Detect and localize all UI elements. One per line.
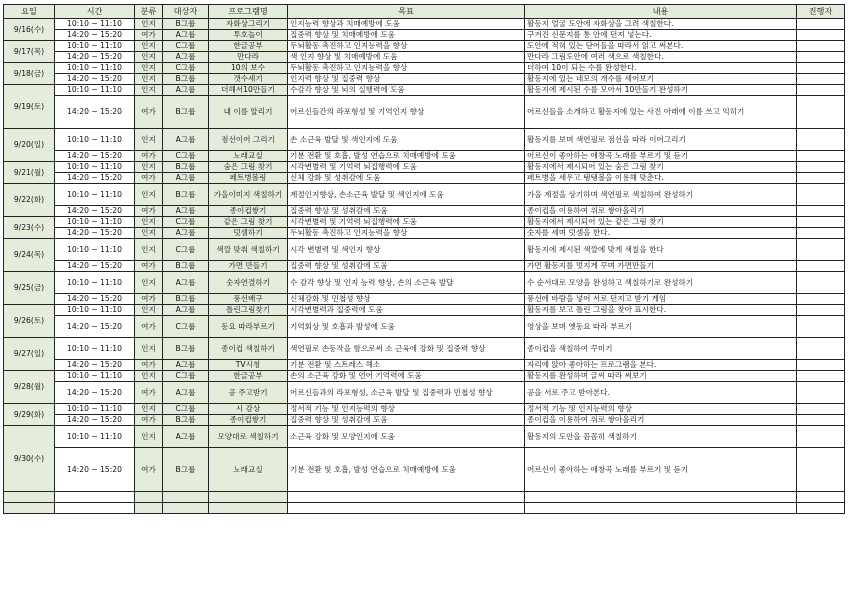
content-cell: 도안에 적혀 있는 단어들을 따라서 읽고 써본다. [525, 41, 797, 52]
goal-cell: 두뇌활동 촉진하고 인지능력을 향상 [288, 228, 525, 239]
table-row [4, 206, 845, 217]
content-cell: 어르신이 좋아하는 애창곡 노래를 부르기 및 듣기 [525, 151, 797, 162]
goal-cell: 신체강화 및 민첩성 향상 [288, 294, 525, 305]
time-cell: 14:20 ~ 15:20 [55, 415, 135, 426]
program-cell: 가면 만들기 [209, 261, 288, 272]
time-cell: 10:10 ~ 11:10 [55, 184, 135, 206]
empty-cell [525, 503, 797, 514]
table-row [4, 338, 845, 360]
content-cell: 활동지의 도안을 꼼꼼히 색칠하기 [525, 426, 797, 448]
staff-cell [797, 316, 845, 338]
table-row [4, 129, 845, 151]
goal-cell: 시각변별력 및 기억력 뇌집행력에 도움 [288, 162, 525, 173]
day-cell: 9/29(화) [4, 404, 55, 426]
table-row [4, 41, 845, 52]
content-cell: 풍선에 바람을 넣어 서로 던지고 받기 게임 [525, 294, 797, 305]
staff-cell [797, 338, 845, 360]
table-row [4, 184, 845, 206]
goal-cell: 기억회상 및 호흡과 발성에 도움 [288, 316, 525, 338]
empty-cell [163, 503, 209, 514]
program-cell: 내 이름 알리기 [209, 96, 288, 129]
content-cell: 종이컵을 이용하여 위로 쌓아올리기 [525, 415, 797, 426]
category-cell: 인지 [135, 63, 163, 74]
staff-cell [797, 382, 845, 404]
content-cell: 활동지에 제시된 수를 모아서 10만들기 완성하기 [525, 85, 797, 96]
goal-cell: 정서적 기능 및 인지능력의 향상 [288, 404, 525, 415]
staff-cell [797, 52, 845, 63]
table-row [4, 305, 845, 316]
table-row [4, 426, 845, 448]
category-cell: 여가 [135, 206, 163, 217]
day-cell: 9/18(금) [4, 63, 55, 85]
time-cell: 10:10 ~ 11:10 [55, 162, 135, 173]
program-cell: 색깔 맞춰 색칠하기 [209, 239, 288, 261]
goal-cell: 신체 강화 및 성취감에 도움 [288, 173, 525, 184]
time-cell: 14:20 ~ 15:20 [55, 173, 135, 184]
goal-cell: 기분 전환 및 호흡, 발성 연습으로 치매예방에 도움 [288, 151, 525, 162]
category-cell: 인지 [135, 338, 163, 360]
schedule-body [4, 19, 845, 514]
group-cell: C그룹 [163, 151, 209, 162]
staff-cell [797, 129, 845, 151]
program-cell: 공 주고받기 [209, 382, 288, 404]
empty-cell [4, 503, 55, 514]
program-cell: 가을이미지 색칠하기 [209, 184, 288, 206]
day-cell: 9/22(화) [4, 184, 55, 217]
category-cell: 인지 [135, 52, 163, 63]
group-cell: B그룹 [163, 415, 209, 426]
header-time: 시간 [55, 5, 135, 19]
content-cell: 정서적 기능 및 인지능력의 향상 [525, 404, 797, 415]
staff-cell [797, 448, 845, 492]
empty-row [4, 492, 845, 503]
program-cell: 만다라 [209, 52, 288, 63]
empty-cell [4, 492, 55, 503]
header-content: 내용 [525, 5, 797, 19]
empty-cell [163, 492, 209, 503]
empty-cell [288, 503, 525, 514]
table-row [4, 228, 845, 239]
table-row [4, 151, 845, 162]
staff-cell [797, 305, 845, 316]
goal-cell: 시각 변별력 및 색인지 향상 [288, 239, 525, 261]
group-cell: B그룹 [163, 19, 209, 30]
time-cell: 14:20 ~ 15:20 [55, 228, 135, 239]
category-cell: 여가 [135, 382, 163, 404]
program-cell: 10의 보수 [209, 63, 288, 74]
time-cell: 14:20 ~ 15:20 [55, 151, 135, 162]
content-cell: 활동지에서 제시되어 있는 숨은 그림 찾기 [525, 162, 797, 173]
program-cell: 투호놀이 [209, 30, 288, 41]
group-cell: A그룹 [163, 52, 209, 63]
category-cell: 인지 [135, 41, 163, 52]
time-cell: 10:10 ~ 11:10 [55, 371, 135, 382]
group-cell: A그룹 [163, 360, 209, 371]
category-cell: 인지 [135, 404, 163, 415]
program-cell: 한글공부 [209, 371, 288, 382]
header-goal: 목표 [288, 5, 525, 19]
group-cell: B그룹 [163, 74, 209, 85]
content-cell: 활동지에서 제시되어 있는 같은 그림 찾기 [525, 217, 797, 228]
table-row [4, 162, 845, 173]
category-cell: 인지 [135, 272, 163, 294]
group-cell: A그룹 [163, 173, 209, 184]
category-cell: 여가 [135, 96, 163, 129]
program-cell: 모양대로 색칠하기 [209, 426, 288, 448]
day-cell: 9/17(목) [4, 41, 55, 63]
table-row [4, 173, 845, 184]
group-cell: A그룹 [163, 85, 209, 96]
content-cell: 어르신들을 소개하고 활동지에 있는 사진 아래에 이름 쓰고 익히기 [525, 96, 797, 129]
category-cell: 여가 [135, 448, 163, 492]
empty-cell [797, 492, 845, 503]
empty-cell [55, 492, 135, 503]
category-cell: 여가 [135, 360, 163, 371]
category-cell: 인지 [135, 371, 163, 382]
time-cell: 14:20 ~ 15:20 [55, 294, 135, 305]
category-cell: 여가 [135, 294, 163, 305]
empty-cell [135, 492, 163, 503]
group-cell: B그룹 [163, 162, 209, 173]
time-cell: 10:10 ~ 11:10 [55, 338, 135, 360]
program-cell: TV시청 [209, 360, 288, 371]
header-category: 분류 [135, 5, 163, 19]
group-cell: C그룹 [163, 371, 209, 382]
time-cell: 10:10 ~ 11:10 [55, 85, 135, 96]
group-cell: C그룹 [163, 63, 209, 74]
category-cell: 인지 [135, 239, 163, 261]
staff-cell [797, 151, 845, 162]
program-cell: 숫자연결하기 [209, 272, 288, 294]
staff-cell [797, 206, 845, 217]
day-cell: 9/21(월) [4, 162, 55, 184]
staff-cell [797, 30, 845, 41]
group-cell: A그룹 [163, 228, 209, 239]
staff-cell [797, 184, 845, 206]
category-cell: 인지 [135, 305, 163, 316]
staff-cell [797, 261, 845, 272]
day-cell: 9/30(수) [4, 426, 55, 492]
goal-cell: 집중력 향상 및 성취감에 도움 [288, 415, 525, 426]
table-row [4, 382, 845, 404]
empty-cell [135, 503, 163, 514]
table-row [4, 360, 845, 371]
table-row [4, 415, 845, 426]
time-cell: 10:10 ~ 11:10 [55, 41, 135, 52]
program-cell: 종이컵 색칠하기 [209, 338, 288, 360]
staff-cell [797, 228, 845, 239]
time-cell: 14:20 ~ 15:20 [55, 448, 135, 492]
group-cell: A그룹 [163, 30, 209, 41]
time-cell: 10:10 ~ 11:10 [55, 239, 135, 261]
staff-cell [797, 63, 845, 74]
goal-cell: 기분 전환 및 스트레스 해소 [288, 360, 525, 371]
day-cell: 9/25(금) [4, 272, 55, 305]
content-cell: 공을 서로 주고 받아본다. [525, 382, 797, 404]
program-cell: 같은 그림 찾기 [209, 217, 288, 228]
staff-cell [797, 85, 845, 96]
goal-cell: 두뇌활동 촉진하고 인지능력을 향상 [288, 41, 525, 52]
table-row [4, 96, 845, 129]
content-cell: 영상을 보며 옛동요 따라 부르기 [525, 316, 797, 338]
group-cell: C그룹 [163, 404, 209, 415]
goal-cell: 수감각 향상 및 뇌의 실행력에 도움 [288, 85, 525, 96]
time-cell: 14:20 ~ 15:20 [55, 96, 135, 129]
program-cell: 풍선배구 [209, 294, 288, 305]
table-row [4, 239, 845, 261]
time-cell: 14:20 ~ 15:20 [55, 206, 135, 217]
program-cell: 한글공부 [209, 41, 288, 52]
category-cell: 인지 [135, 426, 163, 448]
staff-cell [797, 74, 845, 85]
category-cell: 인지 [135, 162, 163, 173]
content-cell: 어르신이 좋아하는 애창곡 노래를 부르기 및 듣기 [525, 448, 797, 492]
goal-cell: 색연필로 손동작을 함으로써 소 근육에 강화 및 집중력 향상 [288, 338, 525, 360]
content-cell: 구겨진 신문지를 통 안에 던져 넣는다. [525, 30, 797, 41]
content-cell: 숫자를 세며 덧셈을 한다. [525, 228, 797, 239]
empty-cell [209, 492, 288, 503]
empty-cell [797, 503, 845, 514]
staff-cell [797, 360, 845, 371]
staff-cell [797, 162, 845, 173]
group-cell: A그룹 [163, 382, 209, 404]
staff-cell [797, 415, 845, 426]
goal-cell: 집중력 향상 및 성취감에 도움 [288, 261, 525, 272]
time-cell: 14:20 ~ 15:20 [55, 52, 135, 63]
category-cell: 인지 [135, 85, 163, 96]
day-cell: 9/27(일) [4, 338, 55, 371]
group-cell: C그룹 [163, 41, 209, 52]
time-cell: 10:10 ~ 11:10 [55, 272, 135, 294]
goal-cell: 시각변별력 및 기억력 뇌집행력에 도움 [288, 217, 525, 228]
group-cell: B그룹 [163, 96, 209, 129]
empty-cell [525, 492, 797, 503]
content-cell: 활동지에 제시된 색깔에 맞게 색칠을 한다 [525, 239, 797, 261]
empty-cell [55, 503, 135, 514]
group-cell: C그룹 [163, 239, 209, 261]
header-staff: 진행자 [797, 5, 845, 19]
content-cell: 자리에 앉아 좋아하는 프로그램을 본다. [525, 360, 797, 371]
staff-cell [797, 19, 845, 30]
program-cell: 페트병볼링 [209, 173, 288, 184]
goal-cell: 기분 전환 및 호흡, 발성 연습으로 치매예방에 도움 [288, 448, 525, 492]
category-cell: 인지 [135, 184, 163, 206]
category-cell: 인지 [135, 74, 163, 85]
category-cell: 여가 [135, 151, 163, 162]
goal-cell: 집중력 향상 및 치매예방에 도움 [288, 30, 525, 41]
group-cell: B그룹 [163, 448, 209, 492]
table-row [4, 19, 845, 30]
staff-cell [797, 272, 845, 294]
program-cell: 종이컵쌓기 [209, 206, 288, 217]
content-cell: 활동지를 완성하며 글씨 따라 써보기 [525, 371, 797, 382]
staff-cell [797, 426, 845, 448]
day-cell: 9/28(월) [4, 371, 55, 404]
content-cell: 수 순서대로 모양을 완성하고 색칠하기로 완성하기 [525, 272, 797, 294]
program-cell: 숨은 그림 찾기 [209, 162, 288, 173]
content-cell: 활동지 얼굴 도안에 자화상을 그려 색칠한다. [525, 19, 797, 30]
header-day: 요일 [4, 5, 55, 19]
goal-cell: 어르신들과의 라포형성, 소근육 발달 및 집중력과 민첩성 향상 [288, 382, 525, 404]
time-cell: 10:10 ~ 11:10 [55, 217, 135, 228]
time-cell: 10:10 ~ 11:10 [55, 404, 135, 415]
time-cell: 10:10 ~ 11:10 [55, 19, 135, 30]
header-group: 대상자 [163, 5, 209, 19]
content-cell: 활동지에 있는 네모의 개수를 세어보기 [525, 74, 797, 85]
day-cell: 9/24(목) [4, 239, 55, 272]
goal-cell: 인지력 향상 및 집중력 향상 [288, 74, 525, 85]
time-cell: 14:20 ~ 15:20 [55, 316, 135, 338]
content-cell: 더하여 10이 되는 수를 완성한다. [525, 63, 797, 74]
category-cell: 여가 [135, 173, 163, 184]
staff-cell [797, 239, 845, 261]
empty-cell [288, 492, 525, 503]
time-cell: 10:10 ~ 11:10 [55, 426, 135, 448]
category-cell: 여가 [135, 30, 163, 41]
header-row [4, 5, 845, 19]
day-cell: 9/26(토) [4, 305, 55, 338]
time-cell: 14:20 ~ 15:20 [55, 382, 135, 404]
content-cell: 종이컵을 색칠하여 꾸미기 [525, 338, 797, 360]
category-cell: 여가 [135, 316, 163, 338]
goal-cell: 계절인지향상, 손소근육 발달 및 색인지에 도움 [288, 184, 525, 206]
table-row [4, 85, 845, 96]
time-cell: 10:10 ~ 11:10 [55, 63, 135, 74]
goal-cell: 어르신들간의 라포형성 및 기억인지 향상 [288, 96, 525, 129]
content-cell: 페트병을 세우고 탱탱볼을 이용해 맞춘다. [525, 173, 797, 184]
time-cell: 14:20 ~ 15:20 [55, 30, 135, 41]
time-cell: 10:10 ~ 11:10 [55, 305, 135, 316]
table-row [4, 294, 845, 305]
group-cell: A그룹 [163, 426, 209, 448]
program-cell: 틀린그림찾기 [209, 305, 288, 316]
goal-cell: 두뇌활동 촉진하고 인지능력을 향상 [288, 63, 525, 74]
group-cell: B그룹 [163, 261, 209, 272]
program-cell: 동요 따라부르기 [209, 316, 288, 338]
program-cell: 노래교실 [209, 448, 288, 492]
day-cell: 9/16(수) [4, 19, 55, 41]
time-cell: 14:20 ~ 15:20 [55, 360, 135, 371]
program-cell: 덧셈하기 [209, 228, 288, 239]
staff-cell [797, 41, 845, 52]
goal-cell: 인지능력 향상과 치매예방에 도움 [288, 19, 525, 30]
goal-cell: 색 인지 향상 및 치매예방에 도움 [288, 52, 525, 63]
table-row [4, 448, 845, 492]
category-cell: 인지 [135, 228, 163, 239]
goal-cell: 손의 소근육 강화 및 언어 기억력에 도움 [288, 371, 525, 382]
staff-cell [797, 96, 845, 129]
goal-cell: 시각변별력과 집중력에 도움 [288, 305, 525, 316]
category-cell: 인지 [135, 129, 163, 151]
header-program: 프로그램명 [209, 5, 288, 19]
content-cell: 만다라 그림도안에 여러 색으로 색칠한다. [525, 52, 797, 63]
empty-row [4, 503, 845, 514]
time-cell: 14:20 ~ 15:20 [55, 261, 135, 272]
empty-cell [209, 503, 288, 514]
group-cell: A그룹 [163, 305, 209, 316]
staff-cell [797, 173, 845, 184]
group-cell: A그룹 [163, 129, 209, 151]
content-cell: 활동지를 보며 색연필로 점선을 따라 이어그리기 [525, 129, 797, 151]
staff-cell [797, 217, 845, 228]
category-cell: 인지 [135, 19, 163, 30]
category-cell: 여가 [135, 415, 163, 426]
table-row [4, 316, 845, 338]
group-cell: A그룹 [163, 206, 209, 217]
table-row [4, 272, 845, 294]
day-cell: 9/20(일) [4, 129, 55, 162]
table-row [4, 52, 845, 63]
category-cell: 여가 [135, 261, 163, 272]
program-cell: 노래교실 [209, 151, 288, 162]
table-row [4, 30, 845, 41]
day-cell: 9/19(토) [4, 85, 55, 129]
program-cell: 시 감상 [209, 404, 288, 415]
program-cell: 자화상그리기 [209, 19, 288, 30]
program-cell: 종이컵쌓기 [209, 415, 288, 426]
group-cell: B그룹 [163, 338, 209, 360]
table-row [4, 261, 845, 272]
goal-cell: 손 소근육 발달 및 색인지에 도움 [288, 129, 525, 151]
program-cell: 갯수세기 [209, 74, 288, 85]
goal-cell: 집중력 향상 및 성취감에 도움 [288, 206, 525, 217]
content-cell: 가면 활동지를 멋지게 꾸며 가면만들기 [525, 261, 797, 272]
group-cell: B그룹 [163, 294, 209, 305]
table-row [4, 63, 845, 74]
staff-cell [797, 404, 845, 415]
group-cell: A그룹 [163, 272, 209, 294]
group-cell: B그룹 [163, 184, 209, 206]
group-cell: C그룹 [163, 316, 209, 338]
table-row [4, 74, 845, 85]
table-row [4, 371, 845, 382]
group-cell: C그룹 [163, 217, 209, 228]
content-cell: 활동지를 보고 틀린 그림을 찾아 표시한다. [525, 305, 797, 316]
content-cell: 가을 계절을 상기하며 색연필로 색칠하여 완성하기 [525, 184, 797, 206]
table-row [4, 404, 845, 415]
time-cell: 10:10 ~ 11:10 [55, 129, 135, 151]
day-cell: 9/23(수) [4, 217, 55, 239]
goal-cell: 소근육 강화 및 모양인지에 도움 [288, 426, 525, 448]
time-cell: 14:20 ~ 15:20 [55, 74, 135, 85]
staff-cell [797, 371, 845, 382]
staff-cell [797, 294, 845, 305]
goal-cell: 수 감각 향상 및 인지 능력 향상, 손의 소근육 발달 [288, 272, 525, 294]
schedule-table [3, 4, 845, 514]
content-cell: 종이컵을 이용하여 위로 쌓아올리기 [525, 206, 797, 217]
program-cell: 더해서10만들기 [209, 85, 288, 96]
program-cell: 점선이어 그리기 [209, 129, 288, 151]
category-cell: 인지 [135, 217, 163, 228]
table-row [4, 217, 845, 228]
